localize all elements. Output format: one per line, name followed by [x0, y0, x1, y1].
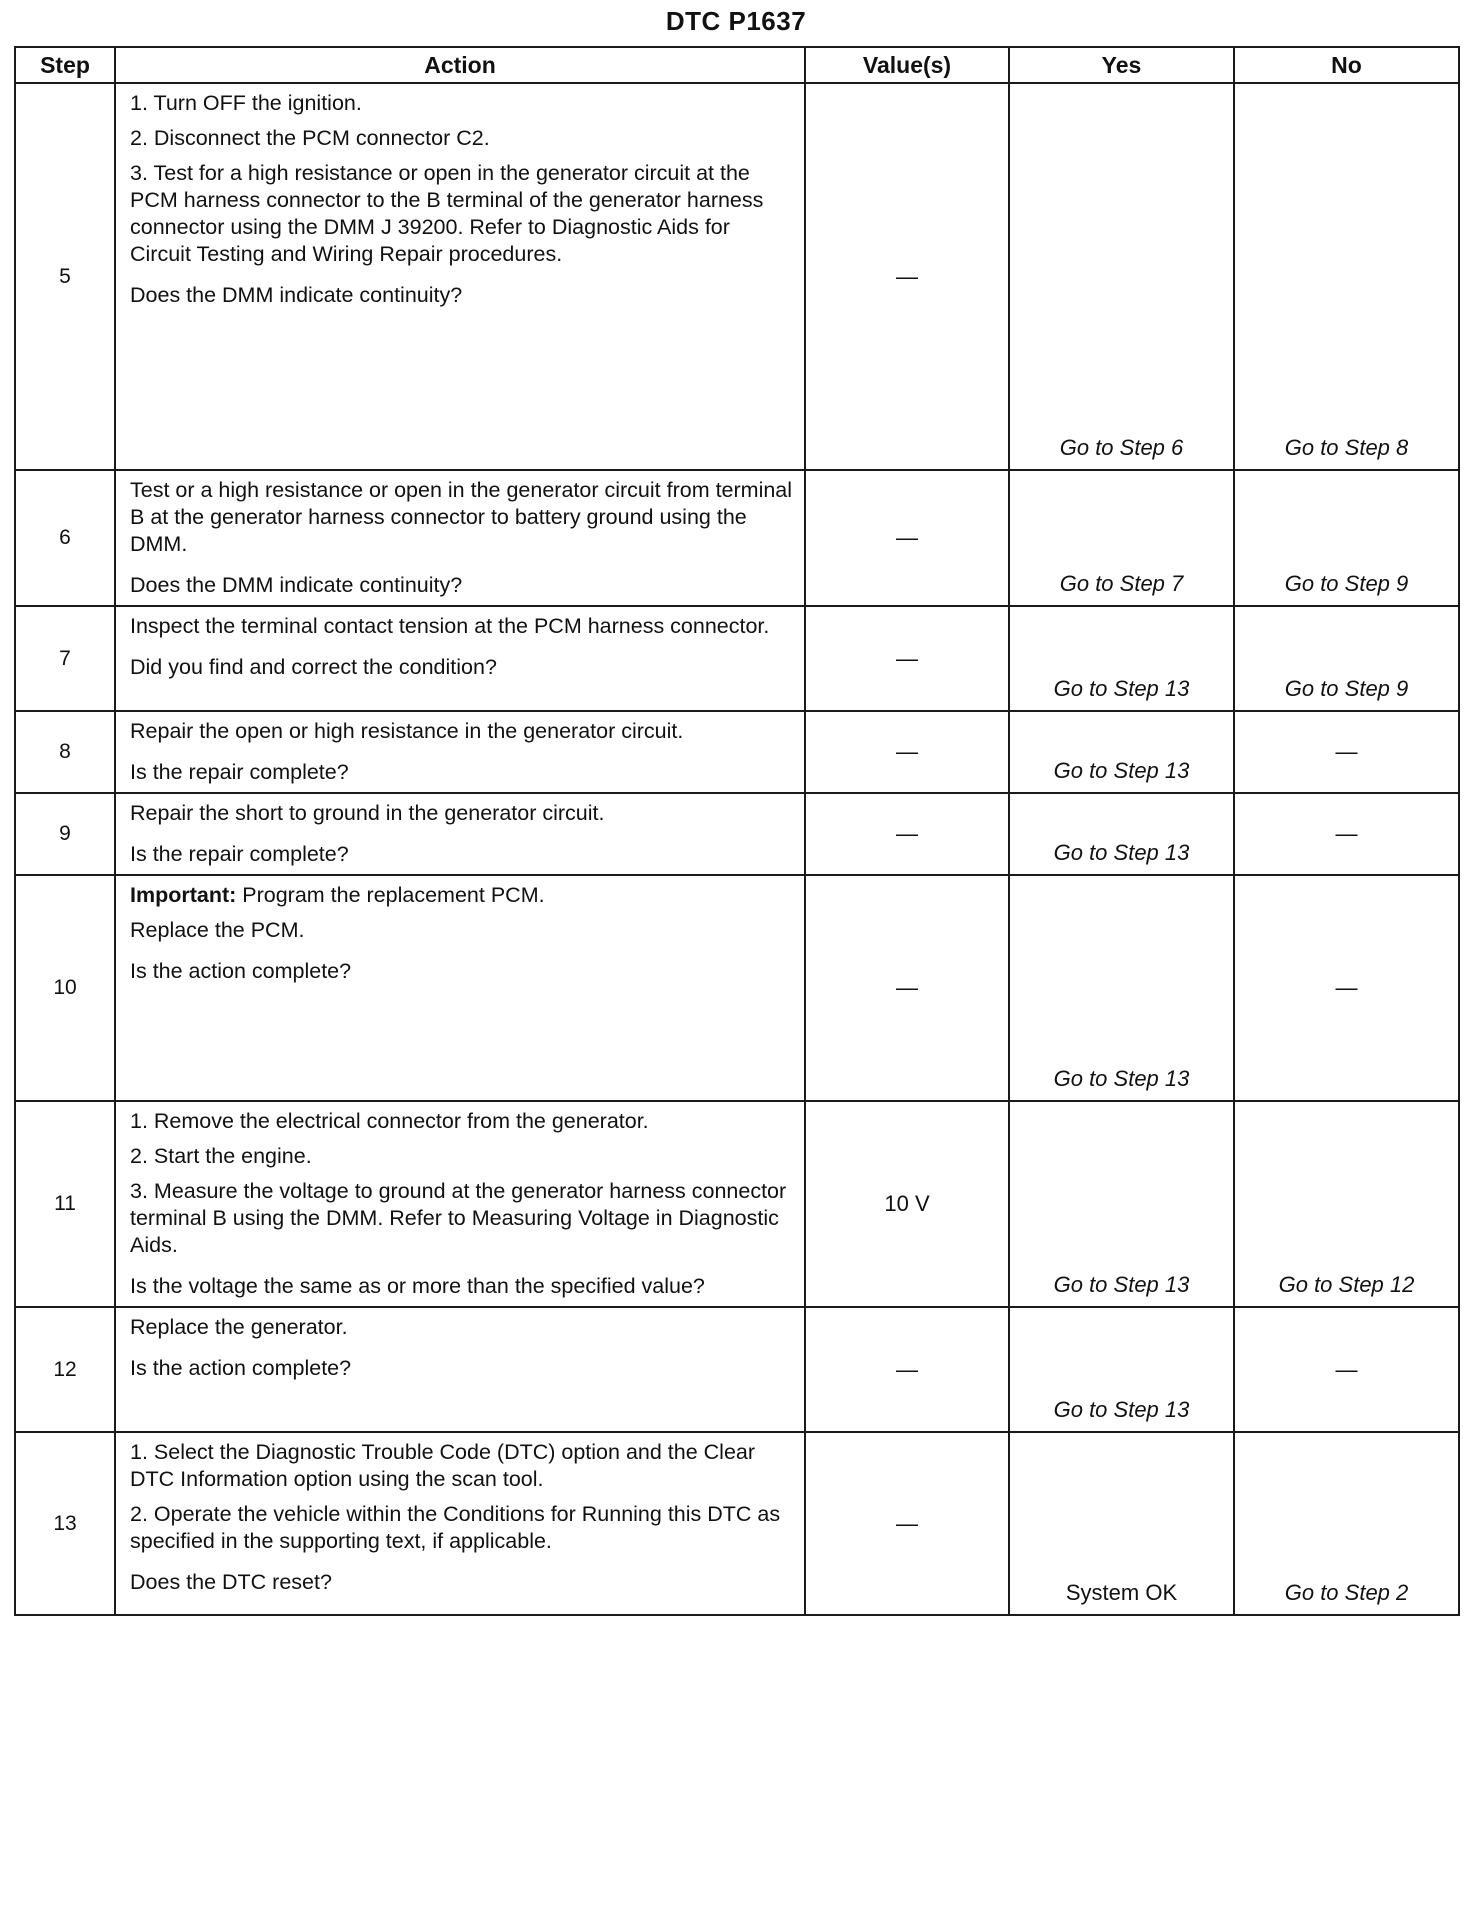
action-text: Repair the open or high resistance in the generator circuit. — [130, 719, 684, 743]
table-row — [15, 1101, 1459, 1307]
important-label: Important: — [130, 883, 237, 907]
value-cell: — — [805, 83, 1009, 470]
step-number: 10 — [15, 875, 115, 1101]
table-row — [15, 606, 1459, 711]
action-question: Did you find and correct the condition? — [130, 655, 497, 679]
action-question: Does the DTC reset? — [130, 1570, 332, 1594]
no-cell: Go to Step 9 — [1234, 606, 1459, 711]
dtc-table — [14, 46, 1460, 1616]
action-cell — [115, 83, 805, 470]
table-row — [15, 470, 1459, 606]
step-number: 8 — [15, 711, 115, 793]
action-question: Is the voltage the same as or more than the specified value? — [130, 1274, 705, 1298]
table-row — [15, 1307, 1459, 1432]
header-action: Action — [115, 47, 805, 83]
action-list — [130, 90, 796, 160]
action-text: Replace the generator. — [130, 1315, 348, 1339]
list-item: 2. Operate the vehicle within the Conditions for Running this DTC as specified in the supporting text, if applicable. — [130, 1502, 781, 1553]
action-question: Does the DMM indicate continuity? — [130, 573, 463, 597]
header-step: Step — [15, 47, 115, 83]
step-number: 9 — [15, 793, 115, 875]
yes-cell: System OK — [1009, 1432, 1234, 1615]
value-cell: 10 V — [805, 1101, 1009, 1307]
list-item: 1. Turn OFF the ignition. — [130, 91, 362, 115]
list-item: 2. Start the engine. — [130, 1144, 312, 1168]
table-row — [15, 793, 1459, 875]
important-note — [130, 882, 796, 909]
list-item: 3. Measure the voltage to ground at the generator harness connector terminal B using the DMM. Refer to Measuring Voltage in Diagnostic Aids. — [130, 1179, 787, 1257]
yes-cell: Go to Step 13 — [1009, 606, 1234, 711]
no-cell: Go to Step 2 — [1234, 1432, 1459, 1615]
table-row — [15, 875, 1459, 1101]
action-cell — [115, 1432, 805, 1615]
action-text: Replace the PCM. — [130, 918, 305, 942]
yes-cell: Go to Step 7 — [1009, 470, 1234, 606]
yes-cell: Go to Step 6 — [1009, 83, 1234, 470]
action-list — [130, 1439, 796, 1563]
step-number: 12 — [15, 1307, 115, 1432]
action-cell — [115, 711, 805, 793]
header-no: No — [1234, 47, 1459, 83]
table-row — [15, 1432, 1459, 1615]
step-number: 6 — [15, 470, 115, 606]
step-number: 5 — [15, 83, 115, 470]
value-cell: — — [805, 1307, 1009, 1432]
value-cell: — — [805, 470, 1009, 606]
step-number: 11 — [15, 1101, 115, 1307]
action-cell — [115, 470, 805, 606]
value-cell: — — [805, 711, 1009, 793]
header-yes: Yes — [1009, 47, 1234, 83]
action-question: Does the DMM indicate continuity? — [130, 283, 463, 307]
yes-cell: Go to Step 13 — [1009, 793, 1234, 875]
no-cell: — — [1234, 793, 1459, 875]
action-cell — [115, 1307, 805, 1432]
list-item: 1. Remove the electrical connector from the generator. — [130, 1109, 649, 1133]
action-cell — [115, 793, 805, 875]
table-row — [15, 83, 1459, 470]
no-cell: Go to Step 9 — [1234, 470, 1459, 606]
no-cell: Go to Step 12 — [1234, 1101, 1459, 1307]
action-text: Test or a high resistance or open in the generator circuit from terminal B at the generator harness connector to battery ground using the DMM. — [130, 478, 793, 556]
no-cell: Go to Step 8 — [1234, 83, 1459, 470]
no-cell: — — [1234, 711, 1459, 793]
action-list — [130, 1108, 796, 1267]
action-question: Is the repair complete? — [130, 760, 349, 784]
header-values: Value(s) — [805, 47, 1009, 83]
list-item: 3. Test for a high resistance or open in the generator circuit at the PCM harness connector to the B terminal of the generator harness connector using the DMM J 39200. Refer to Diagnostic Aids for Circuit Testing and Wiring Repair procedures. — [130, 161, 764, 266]
no-cell: — — [1234, 1307, 1459, 1432]
yes-cell: Go to Step 13 — [1009, 1101, 1234, 1307]
no-cell: — — [1234, 875, 1459, 1101]
action-cell — [115, 875, 805, 1101]
value-cell: — — [805, 793, 1009, 875]
action-question: Is the repair complete? — [130, 842, 349, 866]
value-cell: — — [805, 606, 1009, 711]
step-number: 13 — [15, 1432, 115, 1615]
list-item: 2. Disconnect the PCM connector C2. — [130, 126, 490, 150]
header-row — [15, 47, 1459, 83]
step-number: 7 — [15, 606, 115, 711]
important-text: Program the replacement PCM. — [236, 883, 545, 907]
action-text: Inspect the terminal contact tension at the PCM harness connector. — [130, 614, 770, 638]
value-cell: — — [805, 1432, 1009, 1615]
table-row — [15, 711, 1459, 793]
action-cell — [115, 606, 805, 711]
action-cell — [115, 1101, 805, 1307]
action-list — [130, 160, 796, 276]
yes-cell: Go to Step 13 — [1009, 711, 1234, 793]
value-cell: — — [805, 875, 1009, 1101]
yes-cell: Go to Step 13 — [1009, 1307, 1234, 1432]
action-question: Is the action complete? — [130, 959, 352, 983]
yes-cell: Go to Step 13 — [1009, 875, 1234, 1101]
action-question: Is the action complete? — [130, 1356, 352, 1380]
list-item: 1. Select the Diagnostic Trouble Code (DTC) option and the Clear DTC Information option using the scan tool. — [130, 1440, 756, 1491]
action-text: Repair the short to ground in the generator circuit. — [130, 801, 605, 825]
document-title: DTC P1637 — [665, 6, 807, 36]
